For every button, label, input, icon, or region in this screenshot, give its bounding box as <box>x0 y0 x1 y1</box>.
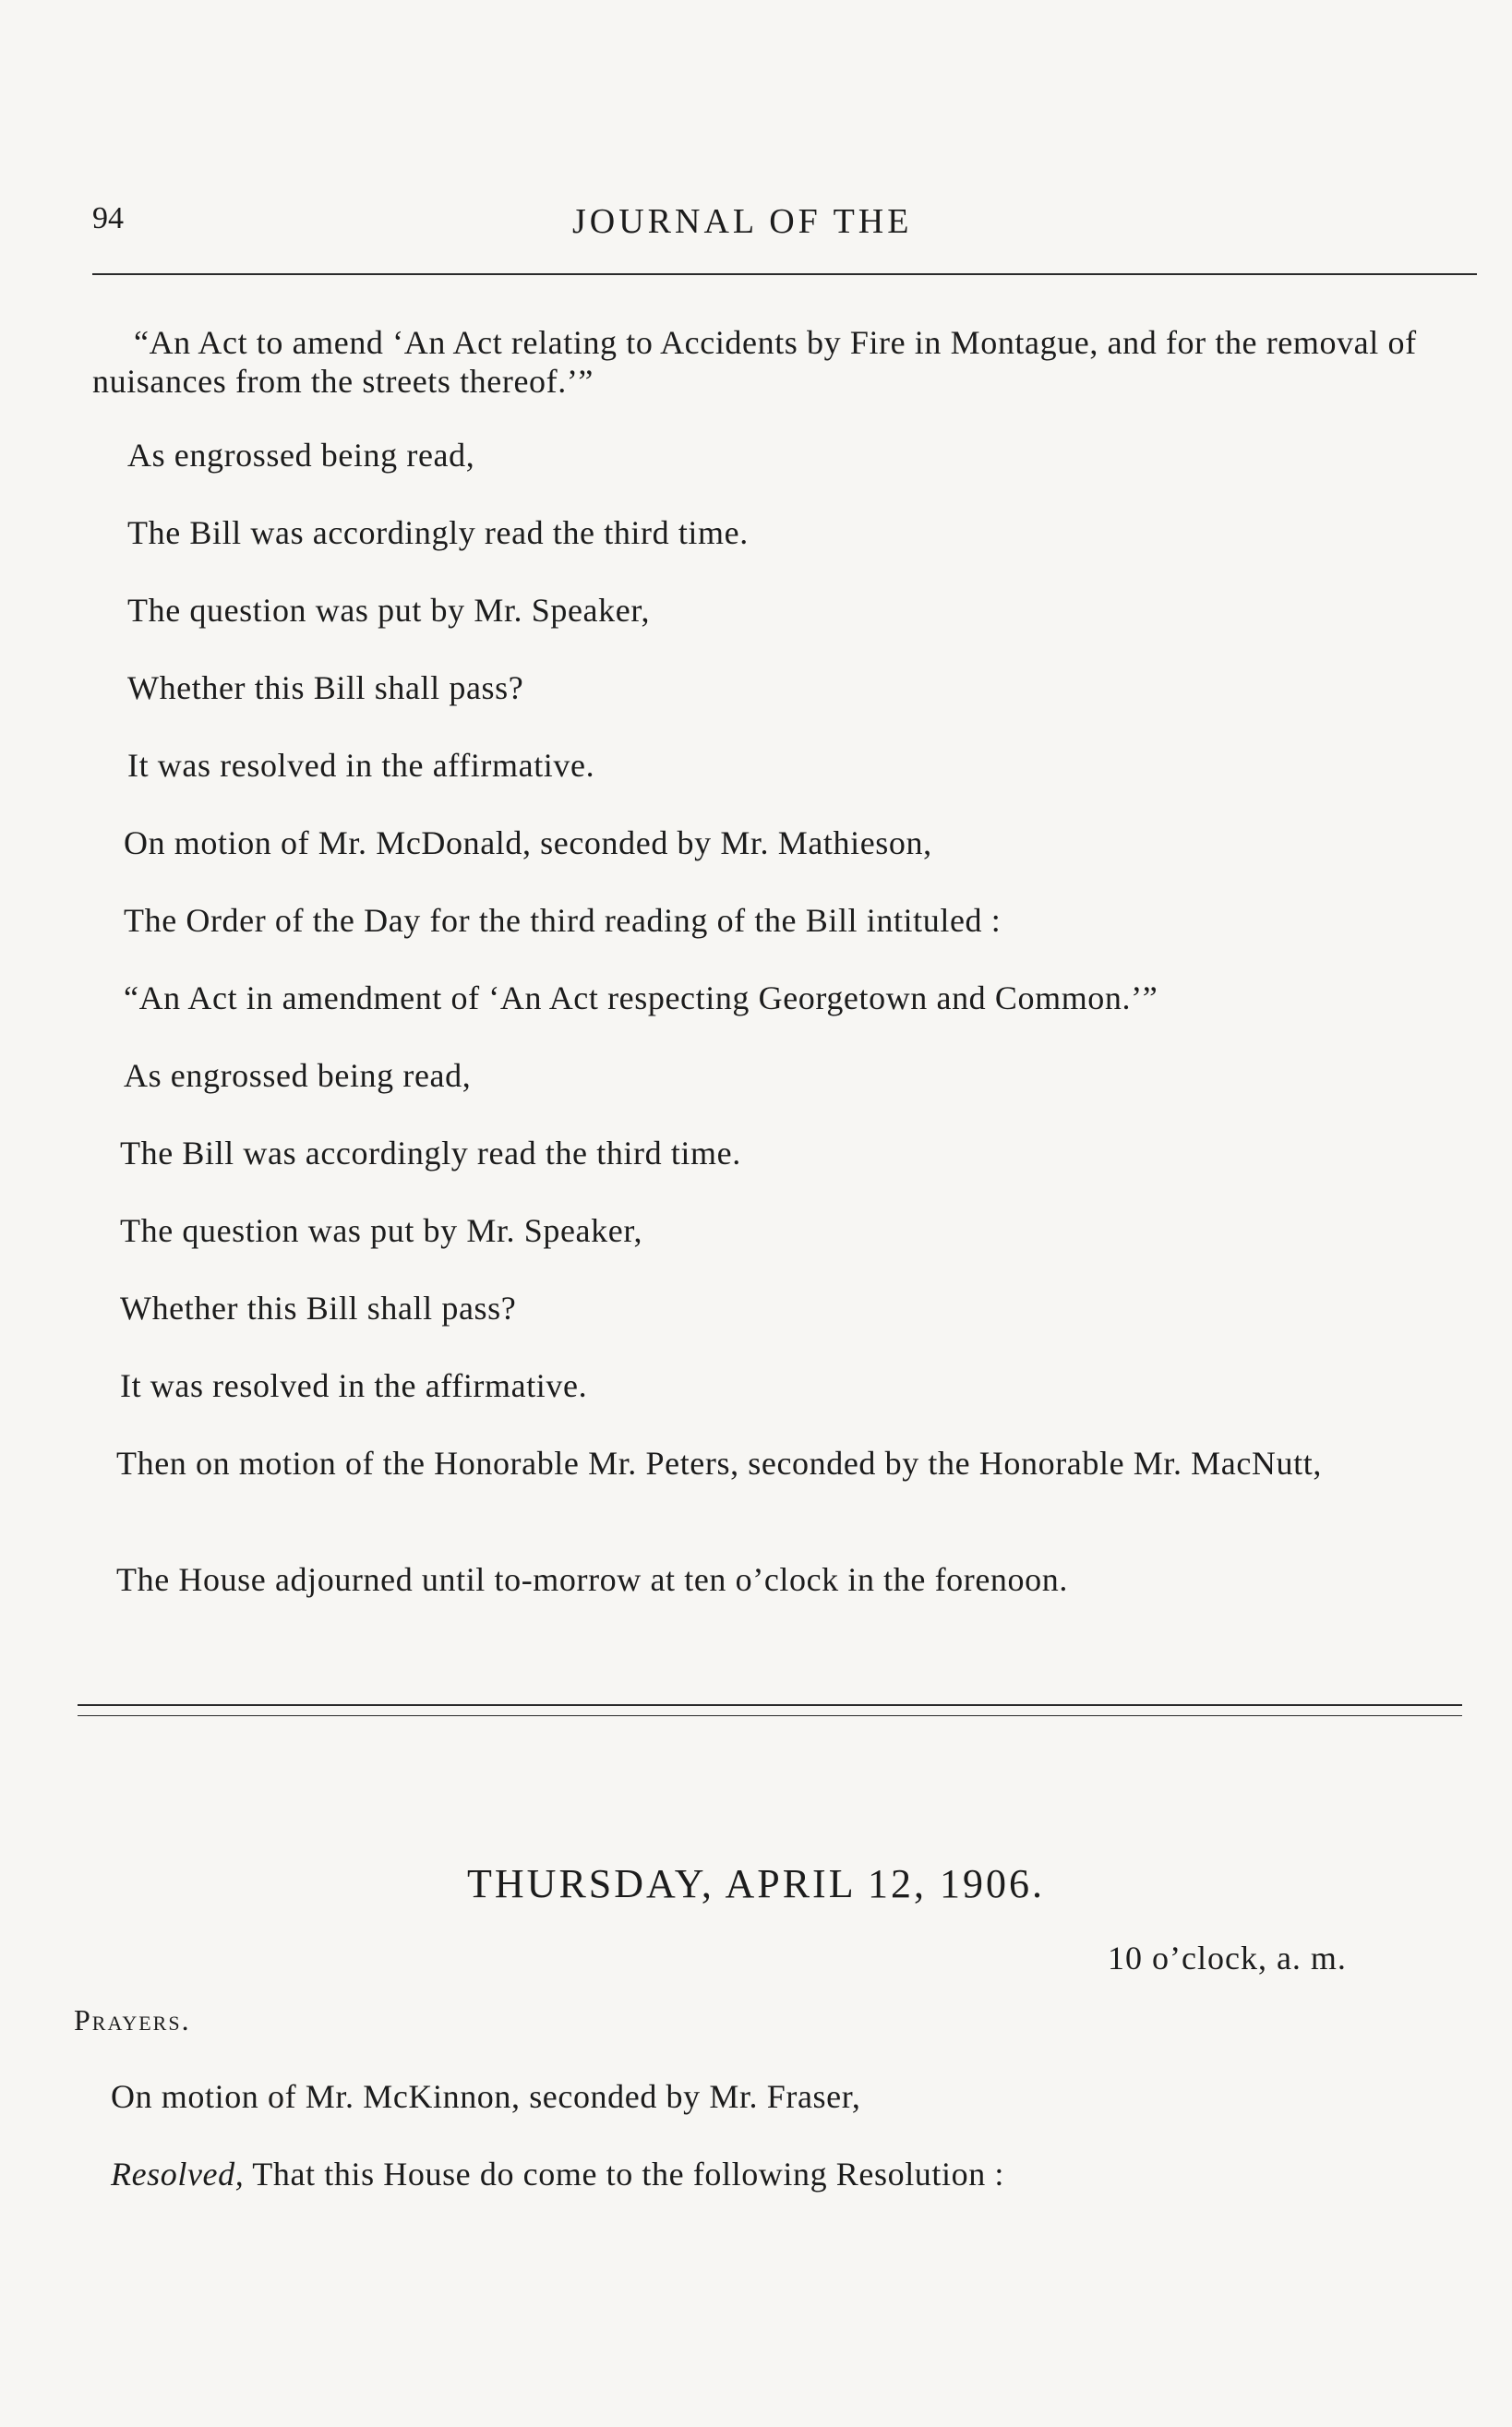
section-rule-top <box>78 1704 1462 1706</box>
section-rule-bottom <box>78 1715 1462 1716</box>
paragraph-resolved-1: It was resolved in the affirmative. <box>127 747 595 784</box>
header-rule <box>92 273 1477 275</box>
page-number: 94 <box>92 201 124 235</box>
paragraph-adjourned: The House adjourned until to-morrow at ten o’clock in the forenoon. <box>116 1561 1068 1598</box>
paragraph-whether-2: Whether this Bill shall pass? <box>120 1290 517 1327</box>
paragraph-engrossed-2: As engrossed being read, <box>124 1057 472 1094</box>
resolved-label: Resolved, <box>111 2156 245 2193</box>
paragraph-motion-mcdonald: On motion of Mr. McDonald, seconded by Mr. Mathieson, <box>124 824 932 861</box>
date-heading: THURSDAY, APRIL 12, 1906. <box>467 1861 1045 1906</box>
paragraph-resolution <box>111 2155 1004 2193</box>
paragraph-engrossed-1: As engrossed being read, <box>127 437 475 474</box>
paragraph-question-1: The question was put by Mr. Speaker, <box>127 592 651 629</box>
resolved-text: That this House do come to the following Resolution : <box>244 2156 1005 2193</box>
paragraph-motion-peters: Then on motion of the Honorable Mr. Peters, seconded by the Honorable Mr. MacNutt, <box>116 1445 1322 1482</box>
bill-title-montague: “An Act to amend ‘An Act relating to Accidents by Fire in Montague, and for the removal of nuisances from the streets thereof.’” <box>92 324 1417 400</box>
paragraph-third-reading-2: The Bill was accordingly read the third time. <box>120 1135 741 1171</box>
paragraph-third-reading-1: The Bill was accordingly read the third time. <box>127 514 749 551</box>
paragraph-order-of-day: The Order of the Day for the third reading of the Bill intituled : <box>124 902 1002 939</box>
paragraph-question-2: The question was put by Mr. Speaker, <box>120 1212 643 1249</box>
prayers-heading: Prayers. <box>74 2003 191 2037</box>
paragraph-motion-mckinnon: On motion of Mr. McKinnon, seconded by Mr. Fraser, <box>111 2078 861 2115</box>
paragraph-resolved-2: It was resolved in the affirmative. <box>120 1367 588 1404</box>
bill-title-georgetown: “An Act in amendment of ‘An Act respecting Georgetown and Common.’” <box>124 979 1158 1016</box>
running-title: JOURNAL OF THE <box>572 202 913 241</box>
session-time: 10 o’clock, a. m. <box>1108 1940 1347 1976</box>
page-header <box>92 201 1477 257</box>
paragraph-whether-1: Whether this Bill shall pass? <box>127 669 524 706</box>
